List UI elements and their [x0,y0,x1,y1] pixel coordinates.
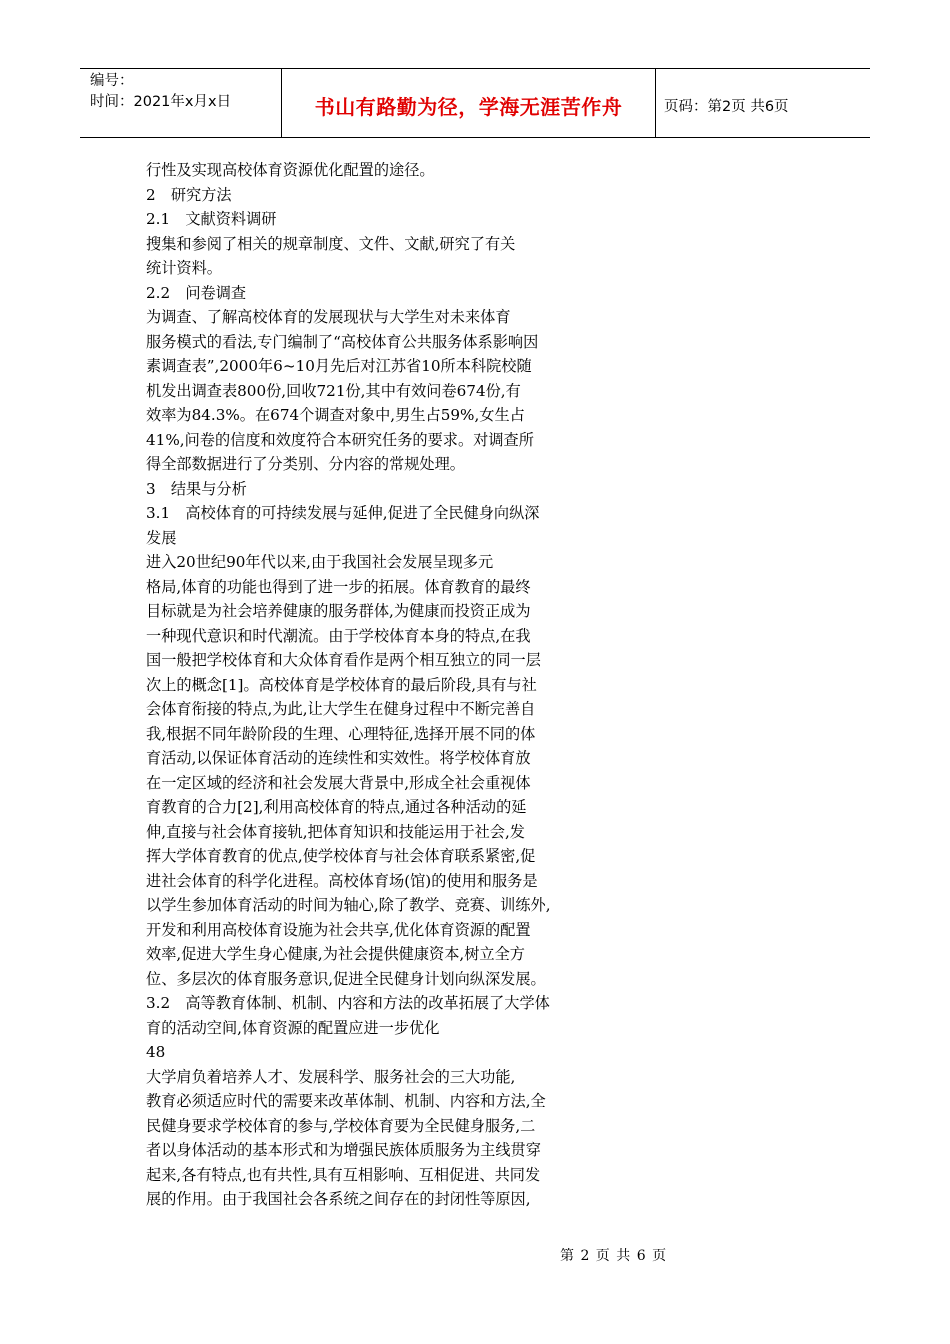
body-line: 会体育衔接的特点,为此,让大学生在健身过程中不断完善自 [146,700,536,718]
body-line: 进社会体育的科学化进程。高校体育场(馆)的使用和服务是 [146,871,538,890]
body-line: 一种现代意识和时代潮流。由于学校体育本身的特点,在我 [146,626,531,645]
body-line: 位、多层次的体育服务意识,促进全民健身计划向纵深发展。 [146,969,546,988]
body-line: 2.1 文献资料调研 [146,210,277,228]
document-number-label: 编号： [90,73,134,89]
document-body [146,158,596,1212]
body-line: 进入20世纪90年代以来,由于我国社会发展呈现多元 [146,553,494,571]
body-line: 2.2 问卷调查 [146,283,247,302]
body-line: 2 研究方法 [146,185,232,204]
header-meta-cell [80,69,282,137]
page-header [80,68,870,138]
body-line: 48 [146,1043,166,1061]
body-line: 国一般把学校体育和大众体育看作是两个相互独立的同一层 [146,651,541,669]
body-line: 效率为84.3%。在674个调查对象中,男生占59%,女生占 [146,406,525,424]
header-motto-cell [282,69,656,137]
body-line: 者以身体活动的基本形式和为增强民族体质服务为主线贯穿 [146,1141,541,1159]
header-page-cell [656,69,870,137]
body-line: 展的作用。由于我国社会各系统之间存在的封闭性等原因, [146,1190,531,1208]
body-line: 机发出调查表800份,回收721份,其中有效问卷674份,有 [146,381,521,400]
header-motto: 书山有路勤为径，学海无涯苦作舟 [314,95,623,119]
body-line: 效率,促进大学生身心健康,为社会提供健康资本,树立全方 [146,945,525,963]
body-line: 为调查、了解高校体育的发展现状与大学生对未来体育 [146,308,511,326]
body-line: 目标就是为社会培养健康的服务群体,为健康而投资正成为 [146,602,531,620]
body-line: 起来,各有特点,也有共性,具有互相影响、互相促进、共同发 [146,1165,541,1184]
body-line: 41%,问卷的信度和效度符合本研究任务的要求。对调查所 [146,430,534,449]
body-line: 开发和利用高校体育设施为社会共享,优化体育资源的配置 [146,920,531,939]
body-line: 3 结果与分析 [146,479,247,498]
body-line: 育的活动空间,体育资源的配置应进一步优化 [146,1018,440,1037]
body-line: 育活动,以保证体育活动的连续性和实效性。将学校体育放 [146,749,531,767]
body-line: 伸,直接与社会体育接轨,把体育知识和技能运用于社会,发 [146,822,525,841]
body-line: 以学生参加体育活动的时间为轴心,除了教学、竞赛、训练外, [146,896,551,914]
body-line: 教育必须适应时代的需要来改革体制、机制、内容和方法,全 [146,1092,546,1110]
document-time-label: 时间：2021年x月x日 [90,94,232,110]
body-line: 搜集和参阅了相关的规章制度、文件、文献,研究了有关 [146,234,516,253]
body-line: 在一定区域的经济和社会发展大背景中,形成全社会重视体 [146,773,531,792]
body-line: 发展 [146,528,177,547]
body-line: 得全部数据进行了分类别、分内容的常规处理。 [146,455,465,473]
body-line: 次上的概念[1]。高校体育是学校体育的最后阶段,具有与社 [146,675,537,694]
body-line: 民健身要求学校体育的参与,学校体育要为全民健身服务,二 [146,1116,536,1135]
body-line: 我,根据不同年龄阶段的生理、心理特征,选择开展不同的体 [146,724,536,743]
body-line: 大学肩负着培养人才、发展科学、服务社会的三大功能, [146,1067,516,1086]
body-line: 3.1 高校体育的可持续发展与延伸,促进了全民健身向纵深 [146,504,540,522]
body-line: 格局,体育的功能也得到了进一步的拓展。体育教育的最终 [146,577,531,596]
body-line: 素调查表”,2000年6~10月先后对江苏省10所本科院校随 [146,357,532,375]
body-line: 服务模式的看法,专门编制了“高校体育公共服务体系影响因 [146,332,539,351]
header-page-number: 页码：第2页 共6页 [664,99,789,115]
body-line: 统计资料。 [146,259,222,277]
body-line: 育教育的合力[2],利用高校体育的特点,通过各种活动的延 [146,798,527,816]
body-line: 行性及实现高校体育资源优化配置的途径。 [146,161,435,179]
body-line: 挥大学体育教育的优点,使学校体育与社会体育联系紧密,促 [146,847,536,865]
page-footer: 第 2 页 共 6 页 [560,1248,668,1264]
body-line: 3.2 高等教育体制、机制、内容和方法的改革拓展了大学体 [146,994,550,1012]
